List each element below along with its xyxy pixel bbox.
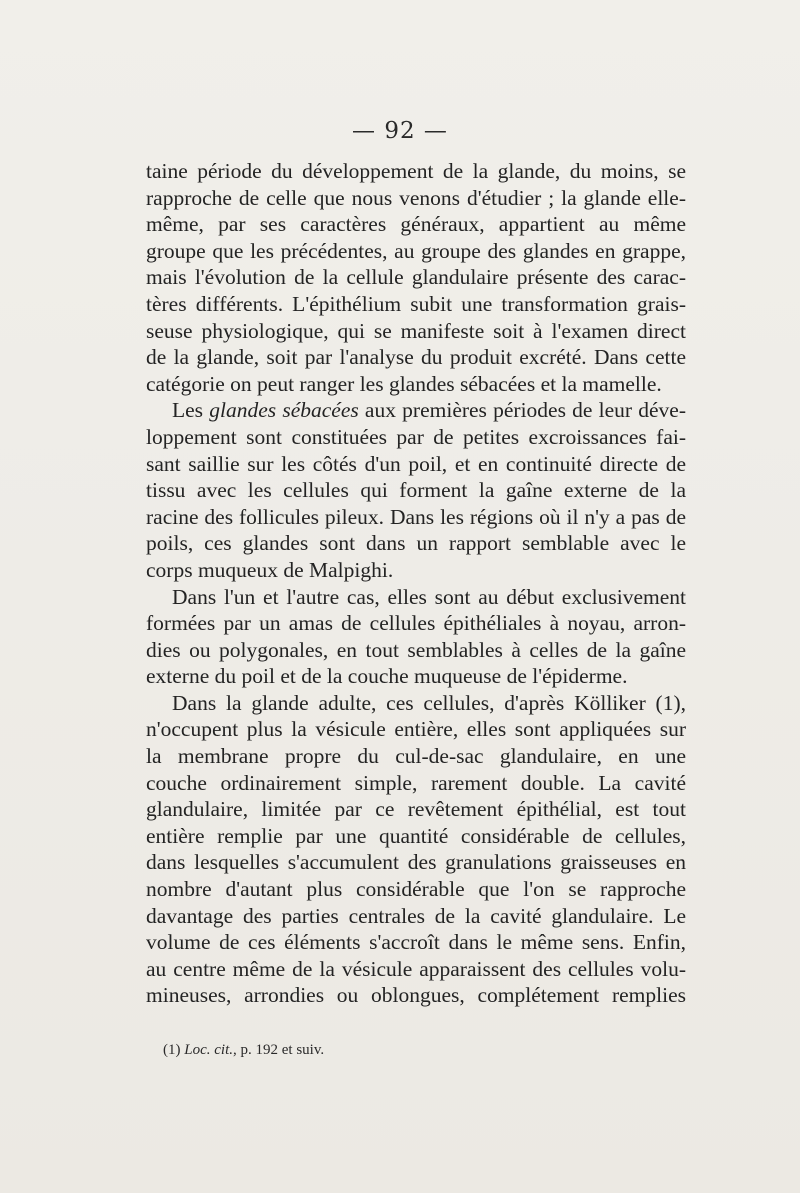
text-line: corps muqueux de Malpighi.	[146, 557, 394, 582]
text-line: volume de ces éléments s'accroît dans le même sens. Enfin,	[146, 930, 686, 955]
text-line: au centre même de la vésicule apparaissent des cellules volu-	[146, 956, 686, 981]
text-line: tères différents. L'épithélium subit une transformation grais-	[146, 291, 686, 316]
text-line: tissu avec les cellules qui forment la gaîne externe de la	[146, 478, 686, 503]
text-line: n'occupent plus la vésicule entière, elles sont appliquées sur	[146, 717, 686, 742]
paragraph-1	[146, 158, 686, 397]
text-line: taine période du développement de la glande, du moins, se	[146, 159, 686, 183]
footnote-reference: Loc. cit.	[184, 1042, 233, 1058]
text-line: la membrane propre du cul-de-sac glandulaire, en une	[146, 744, 686, 769]
text-line: poils, ces glandes sont dans un rapport semblable avec le	[146, 531, 686, 556]
page-number: — 92 —	[352, 118, 448, 144]
text-line: couche ordinairement simple, rarement double. La cavité	[146, 770, 686, 795]
italic-term: glandes sébacées	[209, 398, 359, 423]
text-line: même, par ses caractères généraux, appartient au même	[146, 212, 686, 237]
paragraph-3	[146, 584, 686, 690]
text-line: dies ou polygonales, en tout semblables à celles de la gaîne	[146, 637, 686, 662]
text-line: Dans la glande adulte, ces cellules, d'après Kölliker (1),	[172, 690, 686, 715]
text-line: nombre d'autant plus considérable que l'on se rapproche	[146, 877, 686, 902]
text-line: rapproche de celle que nous venons d'étudier ; la glande elle-	[146, 185, 686, 210]
text-line-first	[146, 397, 686, 424]
text-line: de la glande, soit par l'analyse du produit excrété. Dans cette	[146, 345, 686, 370]
text-line: glandulaire, limitée par ce revêtement épithélial, est tout	[146, 797, 686, 822]
paragraph-2	[146, 397, 686, 583]
text-line: formées par un amas de cellules épithéliales à noyau, arron-	[146, 611, 686, 636]
text-line: dans lesquelles s'accumulent des granulations graisseuses en	[146, 850, 686, 875]
text-line: racine des follicules pileux. Dans les régions où il n'y a pas de	[146, 504, 686, 529]
text-line: entière remplie par une quantité considérable de cellules,	[146, 823, 686, 848]
text-line: groupe que les précédentes, au groupe des glandes en grappe,	[146, 238, 686, 263]
footnote-rest: , p. 192 et suiv.	[233, 1042, 325, 1058]
footnote-marker: (1)	[163, 1042, 185, 1058]
text-line: catégorie on peut ranger les glandes sébacées et la mamelle.	[146, 371, 662, 396]
footnote	[163, 1042, 324, 1059]
text-line: loppement sont constituées par de petites excroissances fai-	[146, 424, 686, 449]
text-line: externe du poil et de la couche muqueuse de l'épiderme.	[146, 664, 628, 689]
paragraph-4	[146, 690, 686, 1009]
text-line: davantage des parties centrales de la cavité glandulaire. Le	[146, 903, 686, 928]
body-text	[146, 158, 686, 1009]
line-suffix: aux premières périodes de leur déve-	[358, 398, 686, 423]
line-prefix: Les	[172, 398, 210, 423]
text-line: mais l'évolution de la cellule glandulaire présente des carac-	[146, 265, 686, 290]
text-line: Dans l'un et l'autre cas, elles sont au début exclusivement	[172, 584, 686, 609]
text-line: sant saillie sur les côtés d'un poil, et en continuité directe de	[146, 451, 686, 476]
text-line: mineuses, arrondies ou oblongues, complétement remplies	[146, 983, 686, 1008]
text-line: seuse physiologique, qui se manifeste soit à l'examen direct	[146, 318, 686, 343]
